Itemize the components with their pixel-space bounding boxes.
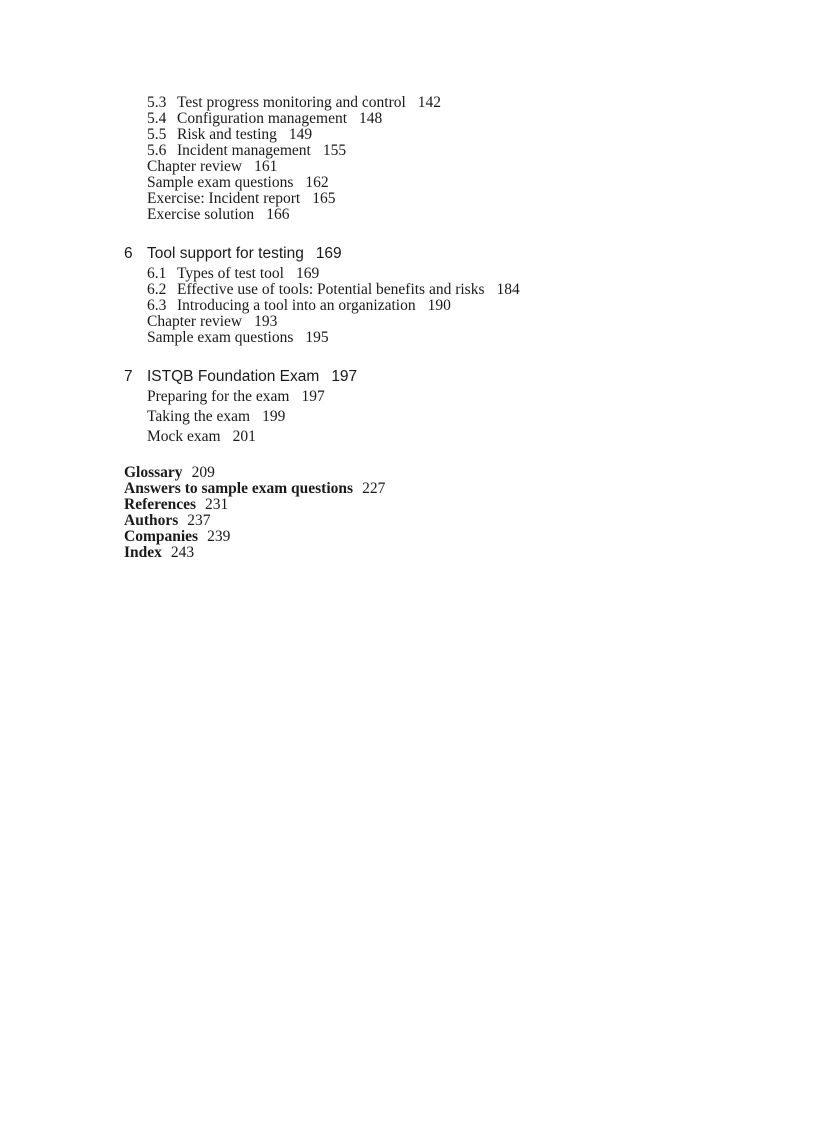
toc-entry-5-3 xyxy=(147,95,441,111)
toc-entry-number: 5.3 xyxy=(147,94,167,111)
toc-entry-preparing-for-the-exam xyxy=(147,389,325,405)
toc-back-page: 243 xyxy=(170,544,195,561)
toc-back-answers xyxy=(124,481,385,497)
toc-entry-chapter-review xyxy=(147,159,277,175)
toc-entry-title: Preparing for the exam xyxy=(147,388,290,405)
toc-entry-page: 190 xyxy=(427,297,451,314)
toc-chapter-number: 6 xyxy=(124,245,133,262)
toc-entry-6-3 xyxy=(147,298,451,314)
toc-entry-page: 155 xyxy=(322,142,347,159)
toc-chapter-7 xyxy=(124,368,357,386)
toc-entry-page: 142 xyxy=(417,94,442,111)
toc-chapter-title: ISTQB Foundation Exam xyxy=(147,368,320,385)
toc-entry-page: 169 xyxy=(295,265,320,282)
toc-back-title: Answers to sample exam questions xyxy=(124,480,354,497)
toc-entry-page: 166 xyxy=(266,206,290,223)
toc-entry-title: Sample exam questions xyxy=(147,174,294,191)
toc-entry-title: Exercise: Incident report xyxy=(147,190,301,207)
toc-back-authors xyxy=(124,513,211,529)
toc-entry-6-1 xyxy=(147,266,319,282)
toc-entry-sample-exam-questions xyxy=(147,175,329,191)
toc-entry-6-2 xyxy=(147,282,520,298)
toc-entry-title: Types of test tool xyxy=(177,265,284,282)
toc-back-page: 237 xyxy=(187,512,211,529)
toc-entry-page: 165 xyxy=(312,190,336,207)
toc-entry-title: Configuration management xyxy=(177,110,348,127)
toc-back-page: 227 xyxy=(362,480,386,497)
toc-back-index xyxy=(124,545,194,561)
toc-entry-title: Exercise solution xyxy=(147,206,255,223)
toc-back-page: 239 xyxy=(207,528,231,545)
toc-entry-taking-the-exam xyxy=(147,409,285,425)
toc-back-title: Index xyxy=(124,544,162,561)
toc-entry-page: 184 xyxy=(496,281,520,298)
toc-entry-title: Sample exam questions xyxy=(147,329,294,346)
toc-back-page: 209 xyxy=(191,464,215,481)
toc-back-title: References xyxy=(124,496,197,513)
toc-back-glossary xyxy=(124,465,215,481)
toc-entry-title: Taking the exam xyxy=(147,408,251,425)
toc-entry-title: Incident management xyxy=(177,142,311,159)
toc-back-page: 231 xyxy=(205,496,229,513)
toc-chapter-number: 7 xyxy=(124,368,133,385)
toc-entry-exercise-incident-report xyxy=(147,191,335,207)
toc-chapter-title: Tool support for testing xyxy=(147,245,304,262)
toc-entry-title: Introducing a tool into an organization xyxy=(177,297,416,314)
toc-entry-page: 162 xyxy=(305,174,329,191)
toc-entry-chapter-review xyxy=(147,314,277,330)
toc-back-title: Companies xyxy=(124,528,199,545)
toc-entry-sample-exam-questions xyxy=(147,330,329,346)
toc-entry-5-4 xyxy=(147,111,382,127)
toc-chapter-6 xyxy=(124,245,342,263)
toc-entry-number: 6.2 xyxy=(147,281,167,298)
toc-entry-title: Mock exam xyxy=(147,428,221,445)
toc-entry-title: Test progress monitoring and control xyxy=(177,94,406,111)
toc-entry-5-5 xyxy=(147,127,312,143)
toc-entry-title: Risk and testing xyxy=(177,126,277,143)
toc-entry-5-6 xyxy=(147,143,346,159)
toc-entry-number: 5.6 xyxy=(147,142,167,159)
toc-entry-page: 201 xyxy=(232,428,256,445)
toc-entry-page: 195 xyxy=(305,329,329,346)
toc-entry-number: 6.3 xyxy=(147,297,167,314)
toc-entry-page: 148 xyxy=(359,110,383,127)
toc-entry-page: 161 xyxy=(254,158,278,175)
toc-entry-exercise-solution xyxy=(147,207,289,223)
toc-entry-title: Chapter review xyxy=(147,158,243,175)
toc-entry-page: 193 xyxy=(254,313,278,330)
toc-chapter-page: 197 xyxy=(331,368,358,385)
toc-entry-page: 199 xyxy=(262,408,286,425)
toc-entry-page: 149 xyxy=(288,126,313,143)
toc-entry-page: 197 xyxy=(301,388,325,405)
toc-entry-title: Chapter review xyxy=(147,313,243,330)
toc-entry-mock-exam xyxy=(147,429,256,445)
toc-back-companies xyxy=(124,529,230,545)
toc-entry-number: 5.5 xyxy=(147,126,167,143)
toc-chapter-page: 169 xyxy=(315,245,342,262)
toc-entry-number: 6.1 xyxy=(147,265,167,282)
toc-back-references xyxy=(124,497,228,513)
toc-back-title: Authors xyxy=(124,512,179,529)
toc-back-title: Glossary xyxy=(124,464,183,481)
toc-entry-title: Effective use of tools: Potential benefits and risks xyxy=(177,281,485,298)
toc-entry-number: 5.4 xyxy=(147,110,167,127)
